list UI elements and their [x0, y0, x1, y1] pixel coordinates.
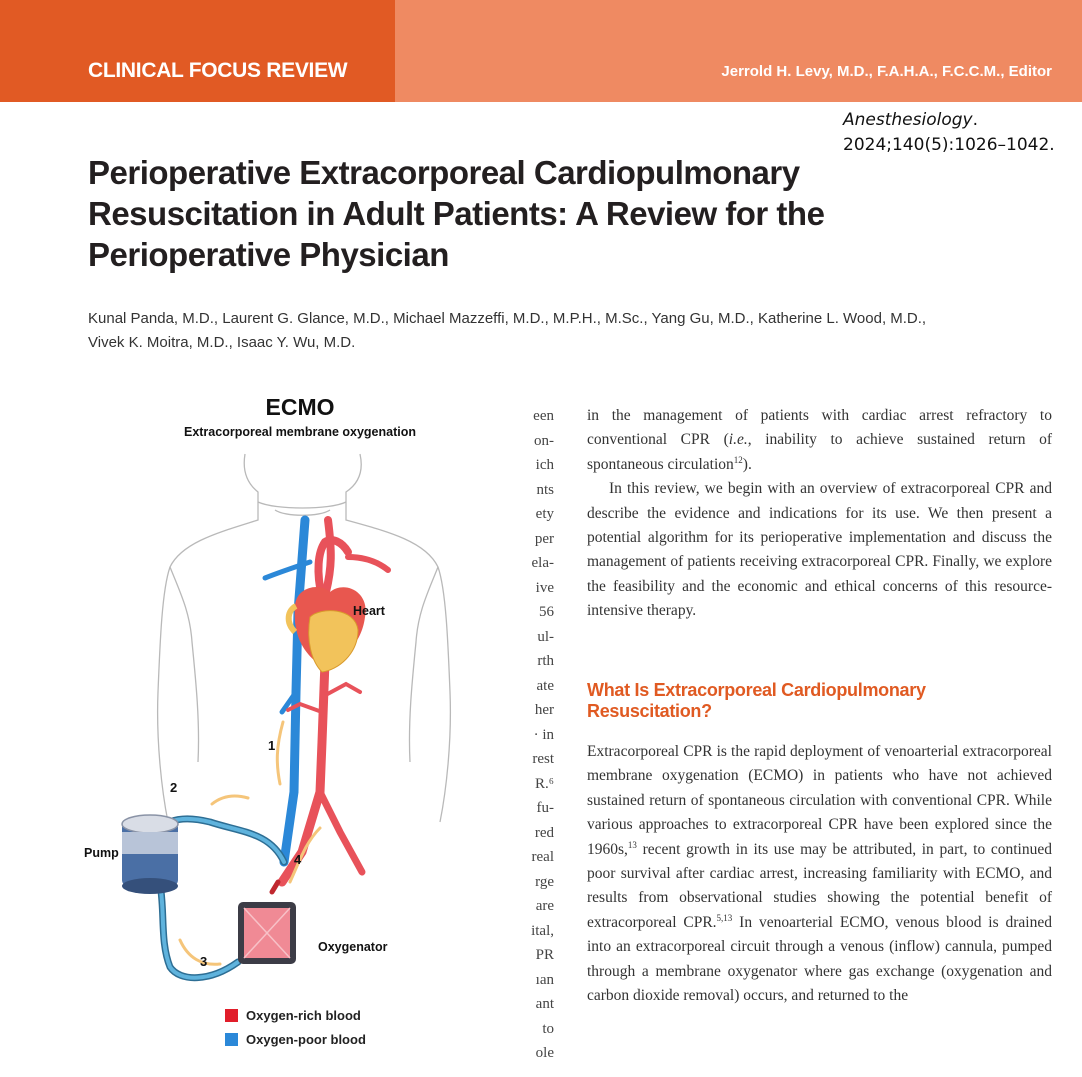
- fragment-line: on-: [534, 432, 554, 449]
- p3-text-c: In venoarterial ECMO, venous blood is drained into an extracorporeal circuit through a venous (inflow) cannula, pumped through a membrane oxygenator where gas exchange (oxygenation and carbon dioxide removal) occurs, and returned to the: [587, 913, 1052, 1005]
- p1-reference: 12: [733, 454, 743, 465]
- editor-label: Jerrold H. Levy, M.D., F.A.H.A., F.C.C.M., Editor: [721, 63, 1052, 80]
- fragment-line: PR: [535, 947, 554, 963]
- fragment-line: ant: [535, 996, 554, 1012]
- section-heading: What Is Extracorporeal Cardiopulmonary Resuscitation?: [587, 680, 926, 721]
- journal-name: Anesthesiology: [843, 110, 973, 130]
- step-3-label: 3: [200, 954, 208, 969]
- oxygenator-illustration: [238, 902, 296, 964]
- p3-text-b: recent growth in its use may be attributed, in part, to continued poor survival after cardiac arrest, increasing familiarity with ECMO, and results from observational studies showing the potential benefit of extracorporeal CPR.: [587, 840, 1052, 931]
- banner-left-block: [0, 0, 395, 102]
- venous-vessels: [265, 520, 310, 862]
- fragment-line: ela-: [531, 555, 554, 571]
- oxygenator-label: Oxygenator: [318, 940, 388, 954]
- article-title: Perioperative Extracorporeal Cardiopulmonary Resuscitation in Adult Patients: A Review for the Perioperative Physician: [88, 154, 825, 273]
- figure-title: ECMO: [265, 394, 335, 420]
- authors-line-2: Vivek K. Moitra, M.D., Isaac Y. Wu, M.D.: [88, 334, 356, 351]
- legend-swatch-blue: [225, 1033, 238, 1046]
- p3-reference-1: 13: [627, 839, 637, 850]
- author-list: [88, 307, 1048, 355]
- legend-label-oxygen-rich: Oxygen-rich blood: [246, 1007, 361, 1023]
- p3-reference-2: 5,13: [716, 912, 733, 923]
- legend-label-oxygen-poor: Oxygen-poor blood: [246, 1031, 366, 1047]
- legend-oxygen-rich: [225, 1006, 361, 1024]
- p1-ie: i.e.: [728, 431, 748, 449]
- fragment-line: ety: [535, 506, 554, 522]
- fragment-line: ive: [535, 579, 554, 596]
- fragment-line: real: [531, 849, 554, 865]
- body-column-top: [587, 404, 1052, 624]
- paragraph-3: [587, 740, 1052, 1008]
- ecmo-figure: [70, 392, 510, 1062]
- header-banner: [0, 0, 1082, 102]
- fragment-line: are: [535, 898, 554, 914]
- fragment-line: nts: [536, 481, 554, 498]
- fragment-line: fu-: [536, 800, 554, 816]
- banner-right-block: [395, 0, 1082, 102]
- pump-illustration: [122, 815, 178, 894]
- fragment-line: her: [534, 702, 554, 718]
- pump-label: Pump: [84, 846, 119, 860]
- fragment-line: ole: [535, 1045, 554, 1061]
- ecmo-illustration: [70, 392, 510, 992]
- citation: [843, 108, 1055, 158]
- fragment-line: red: [534, 824, 554, 841]
- figure-subtitle: Extracorporeal membrane oxygenation: [183, 425, 417, 439]
- step-4-label: 4: [294, 852, 302, 867]
- authors-line-1: Kunal Panda, M.D., Laurent G. Glance, M.D., Michael Mazzeffi, M.D., M.P.H., M.Sc., Yang Gu, M.D., Katherine L. Wood, M.D.,: [88, 310, 927, 327]
- p1-text-c: ).: [742, 455, 752, 473]
- fragment-line: R.⁶: [535, 775, 554, 792]
- fragment-line: per: [534, 530, 554, 547]
- step-1-label: 1: [268, 738, 276, 753]
- section-label: CLINICAL FOCUS REVIEW: [88, 59, 348, 82]
- fragment-line: rge: [535, 873, 554, 890]
- fragment-line: to: [542, 1020, 554, 1037]
- step-2-label: 2: [170, 780, 178, 795]
- heart-label: Heart: [353, 604, 385, 618]
- fragment-line: 56: [539, 604, 554, 620]
- fragment-line: rth: [537, 653, 554, 669]
- journal-period: .: [972, 110, 978, 130]
- fragment-line: rest: [532, 751, 554, 767]
- fragment-line: ate: [536, 677, 554, 694]
- fragment-line: ital,: [531, 922, 554, 939]
- p1-text-b: , inability to achieve sustained return of spontaneous circulation: [587, 431, 1052, 473]
- legend-swatch-red: [225, 1009, 238, 1022]
- citation-details: 2024;140(5):1026–1042.: [843, 135, 1055, 155]
- truncated-column-fragments: [522, 404, 554, 1066]
- fragment-line: een: [533, 408, 554, 424]
- fragment-line: ich: [535, 457, 554, 473]
- paragraph-2: In this review, we begin with an overview of extracorporeal CPR and describe the evidence and indications for its use. We then present a potential algorithm for its perioperative implementation and discuss the management of patients receiving extracorporeal CPR. Finally, we explore the feasibility and the economic and ethical concerns of this resource-intensive therapy.: [587, 480, 1052, 620]
- p1-text-a: in the management of patients with cardiac arrest refractory to conventional CPR (: [587, 407, 1052, 449]
- p3-text-a: Extracorporeal CPR is the rapid deployment of venoarterial extracorporeal membrane oxygenation (ECMO) in patients who have not achieved sustained return of spontaneous circulation with conventional CPR. While various approaches to extracorporeal CPR have been explored since the 1960s,: [587, 743, 1052, 858]
- paragraph-1: [587, 404, 1052, 477]
- fragment-line: · in: [533, 726, 554, 743]
- fragment-line: ul-: [537, 628, 554, 645]
- fragment-line: ıan: [535, 971, 554, 988]
- legend-oxygen-poor: [225, 1030, 366, 1048]
